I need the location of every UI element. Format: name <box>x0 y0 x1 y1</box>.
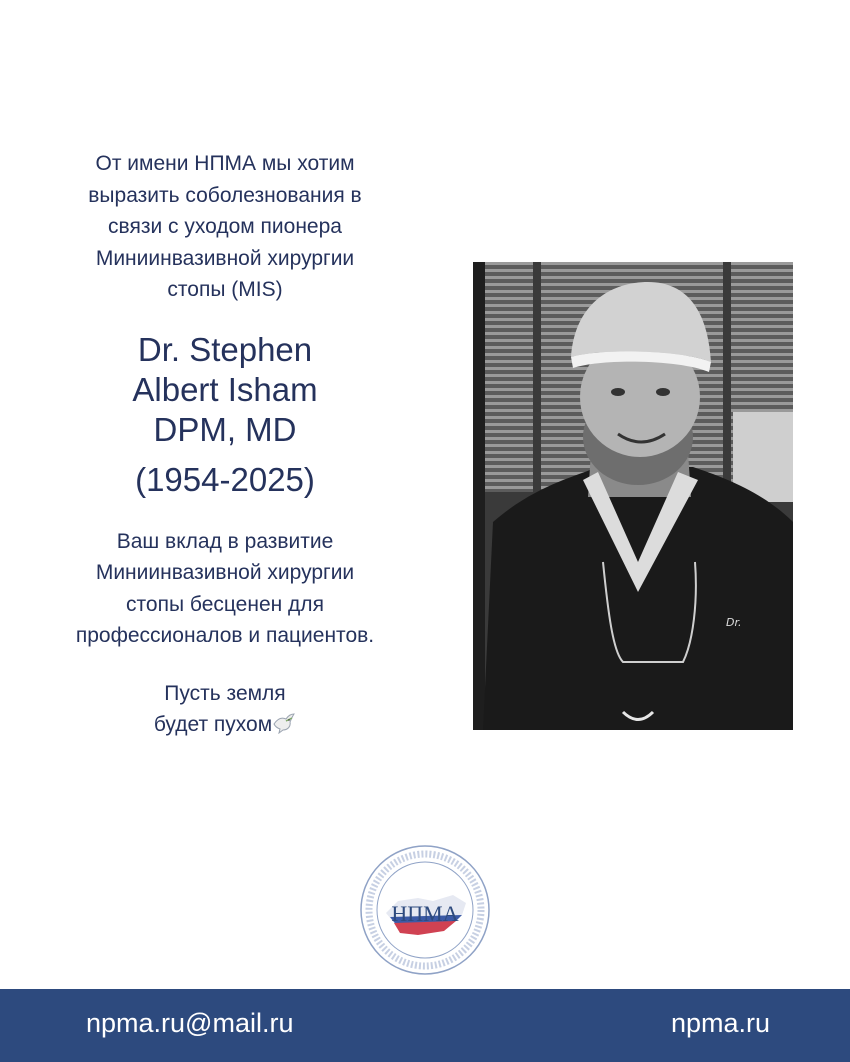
tribute-message <box>20 526 430 652</box>
tribute-line: Ваш вклад в развитие <box>116 529 334 553</box>
coat-label: Dr. <box>726 616 742 629</box>
condolence-text <box>20 148 430 741</box>
intro-line: связи с уходом пионера <box>108 215 342 238</box>
intro-line: Миниинвазивной хирургии <box>95 246 355 270</box>
footer-bar <box>0 989 850 1062</box>
tribute-line: стопы бесценен для <box>126 592 324 616</box>
person-name <box>20 330 430 450</box>
seal-acronym: НПМА <box>391 901 459 926</box>
rip-line: будет пухом <box>153 713 273 736</box>
intro-message <box>20 148 430 306</box>
tribute-line: Миниинвазивной хирургии <box>95 561 355 584</box>
dove-icon <box>272 712 296 734</box>
name-line: DPM, MD <box>153 410 297 448</box>
npma-seal-logo <box>358 843 492 977</box>
intro-line: стопы (MIS) <box>167 278 283 301</box>
website-link[interactable]: npma.ru <box>670 1008 770 1038</box>
intro-line: От имени НПМА мы хотим <box>95 152 355 175</box>
rip-message <box>20 678 430 741</box>
name-line: Albert Isham <box>132 370 318 408</box>
rip-line: Пусть земля <box>164 681 286 705</box>
life-years: (1954-2025) <box>135 460 315 498</box>
name-line: Dr. Stephen <box>137 330 313 368</box>
portrait-photo <box>473 262 793 730</box>
intro-line: выразить соболезнования в <box>88 183 362 207</box>
tribute-line: профессионалов и пациентов. <box>75 624 375 647</box>
email-link[interactable]: npma.ru@mail.ru <box>86 1008 294 1038</box>
